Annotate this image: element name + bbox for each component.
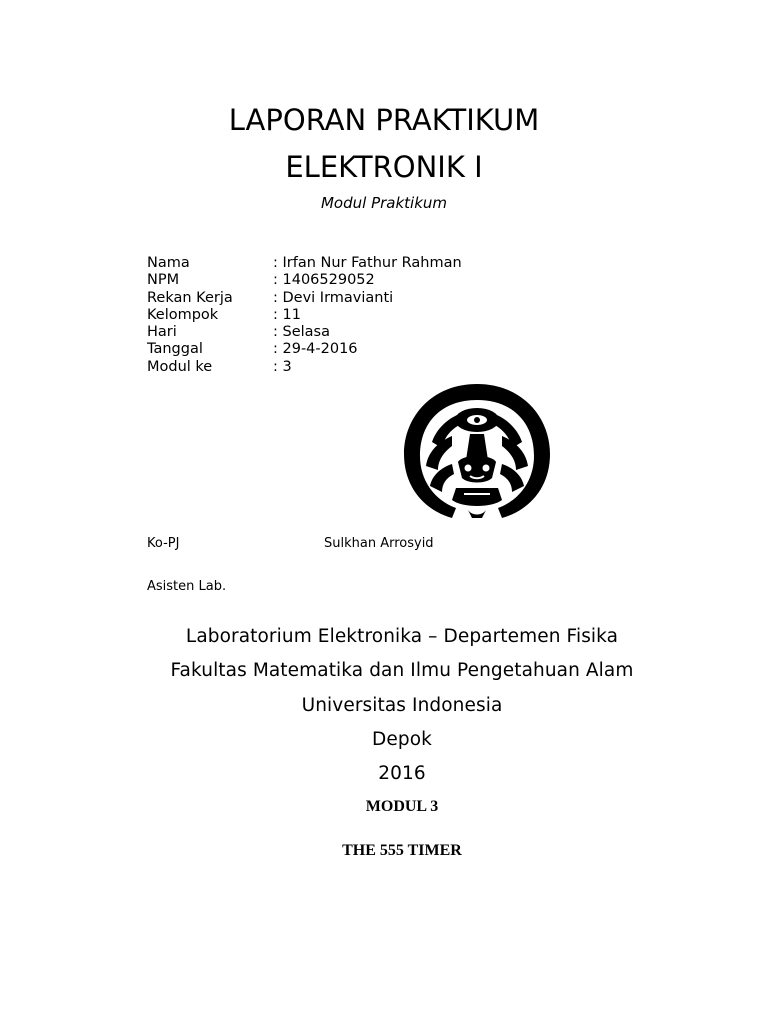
info-label: NPM [147, 272, 180, 289]
footer-lab-department: Laboratorium Elektronika – Departemen Fisika [185, 626, 619, 647]
report-title-line1: LAPORAN PRAKTIKUM [228, 103, 540, 137]
info-row-nama [147, 255, 462, 272]
info-row-modul-ke [147, 359, 462, 376]
module-heading: MODUL 3 [365, 798, 439, 815]
info-row-hari [147, 324, 462, 341]
universitas-indonesia-makara-logo-icon [402, 382, 552, 520]
info-row-kelompok [147, 307, 462, 324]
footer-university: Universitas Indonesia [301, 695, 503, 716]
footer-faculty: Fakultas Matematika dan Ilmu Pengetahuan Alam [170, 660, 634, 681]
asisten-lab-label: Asisten Lab. [147, 579, 227, 594]
info-value: : Devi Irmavianti [273, 289, 394, 306]
info-row-tanggal [147, 341, 462, 358]
info-value: : 11 [273, 306, 301, 323]
footer-year: 2016 [378, 763, 426, 784]
student-info-block [147, 255, 462, 376]
info-label: Modul ke [147, 358, 213, 375]
kopj-label: Ko-PJ [147, 536, 180, 551]
report-subtitle: Modul Praktikum [320, 194, 448, 212]
info-value: : 1406529052 [273, 272, 375, 289]
info-value: : Selasa [273, 324, 330, 341]
footer-city: Depok [372, 729, 432, 750]
info-row-npm [147, 272, 462, 289]
info-value: : 29-4-2016 [273, 341, 358, 358]
report-title-line2: ELEKTRONIK I [285, 150, 483, 184]
info-row-rekan-kerja [147, 290, 462, 307]
info-value: : 3 [273, 358, 292, 375]
module-name: THE 555 TIMER [342, 842, 462, 859]
info-label: Rekan Kerja [147, 289, 233, 306]
kopj-name: Sulkhan Arrosyid [324, 536, 434, 551]
info-value: : Irfan Nur Fathur Rahman [273, 255, 462, 271]
info-label: Tanggal [147, 341, 203, 358]
info-label: Hari [147, 324, 177, 341]
info-label: Nama [147, 255, 190, 271]
info-label: Kelompok [147, 306, 219, 323]
